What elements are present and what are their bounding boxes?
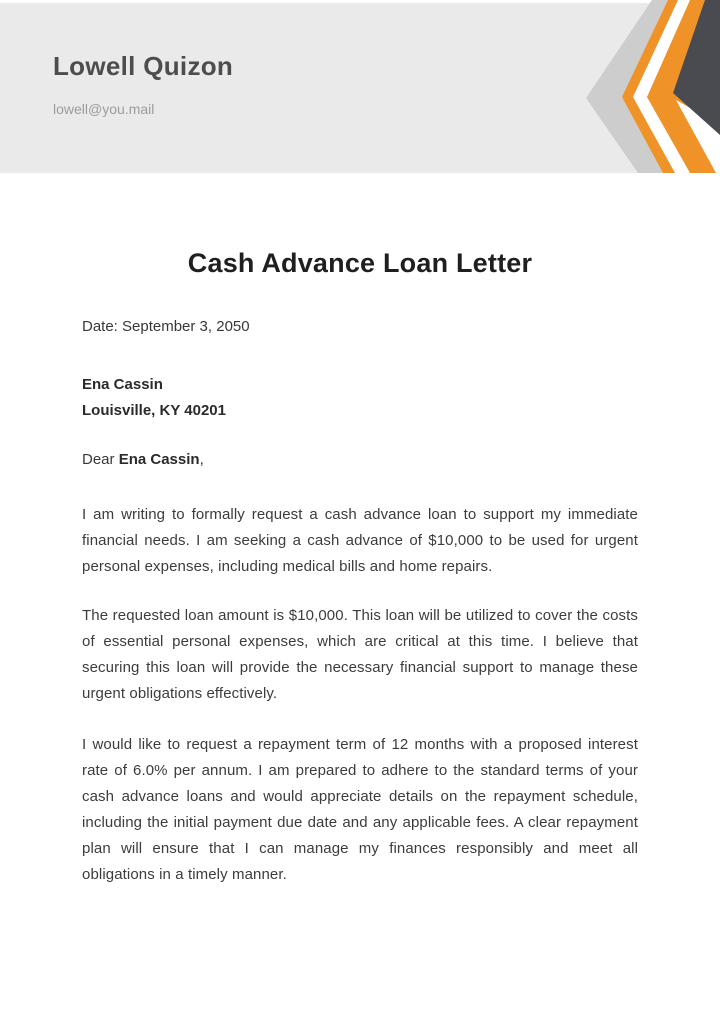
salutation-prefix: Dear <box>82 451 119 468</box>
salutation-suffix: , <box>199 451 204 468</box>
header-identity <box>53 50 233 118</box>
recipient-address: Louisville, KY 40201 <box>82 402 226 419</box>
salutation-line <box>82 450 638 470</box>
sender-email: lowell@you.mail <box>53 101 155 117</box>
paragraph-loan-amount: The requested loan amount is $10,000. This loan will be utilized to cover the costs of essential personal expenses, which are critical at this time. I believe that securing this loan will provide the necessary financial support to manage these urgent obligations effectively. <box>82 607 638 702</box>
letter-content <box>0 247 720 888</box>
letter-date: Date: September 3, 2050 <box>82 318 250 335</box>
paragraph-repayment-terms: I would like to request a repayment term of 12 months with a proposed interest rate of 6.0% per annum. I am prepared to adhere to the standard terms of your cash advance loans and would appreciate details on the repayment schedule, including the initial payment due date and any applicable fees. A clear repayment plan will ensure that I can manage my finances responsibly and meet all obligations in a timely manner. <box>82 736 638 883</box>
salutation-name: Ena Cassin <box>118 451 200 468</box>
sender-name: Lowell Quizon <box>53 51 234 81</box>
recipient-name: Ena Cassin <box>82 376 163 393</box>
letter-title: Cash Advance Loan Letter <box>187 248 533 278</box>
paragraph-request: I am writing to formally request a cash advance loan to support my immediate financial needs. I am seeking a cash advance of $10,000 to be used for urgent personal expenses, including medical bills and home repairs. <box>82 506 638 575</box>
letter-header <box>0 0 720 173</box>
recipient-block <box>82 372 638 424</box>
